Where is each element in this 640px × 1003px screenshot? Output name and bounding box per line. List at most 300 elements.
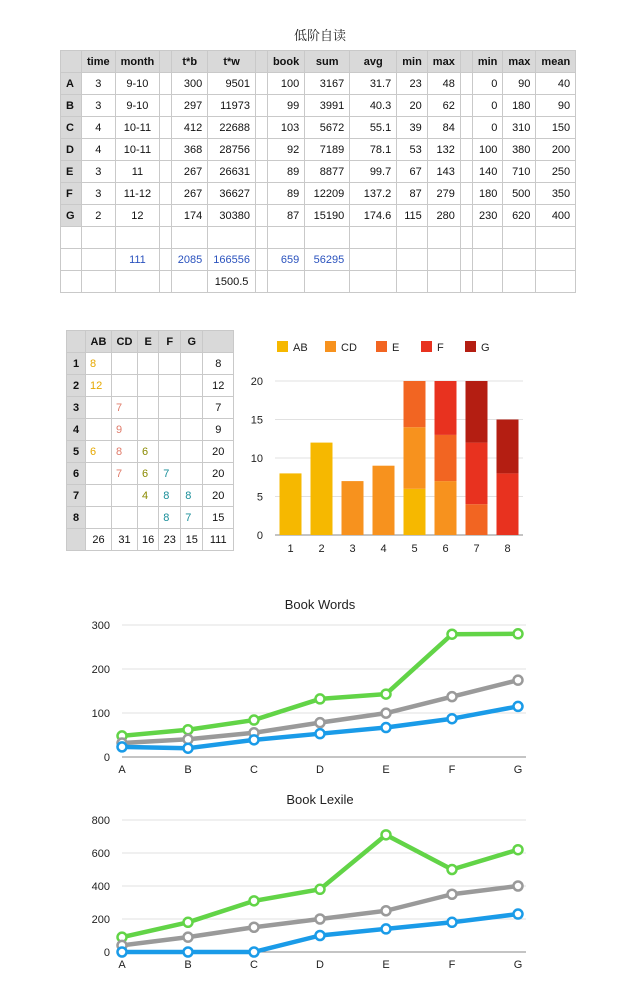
data-point [250, 896, 259, 905]
column-header: time [82, 51, 116, 73]
table-cell: 99 [267, 95, 304, 117]
table-cell [460, 271, 472, 293]
table-cell [115, 227, 160, 249]
table-cell: 8 [203, 353, 234, 375]
table-cell [460, 227, 472, 249]
table-cell: 100 [267, 73, 304, 95]
table-row [61, 249, 576, 271]
data-point [184, 725, 193, 734]
data-point [118, 742, 127, 751]
row-header: 3 [67, 397, 86, 419]
table-cell: 137.2 [350, 183, 397, 205]
x-tick-label: C [250, 764, 258, 776]
x-tick-label: 2 [318, 543, 325, 555]
table-cell [536, 227, 576, 249]
bar-segment [435, 381, 457, 435]
table-cell [86, 397, 112, 419]
data-point [184, 933, 193, 942]
x-tick-label: 8 [504, 543, 511, 555]
y-tick-label: 0 [103, 947, 110, 959]
table-cell [138, 375, 159, 397]
table-cell [208, 227, 256, 249]
y-tick-label: 100 [91, 708, 110, 720]
table-cell [159, 441, 181, 463]
table-cell [112, 353, 138, 375]
table-cell: 180 [503, 95, 536, 117]
table-cell [138, 353, 159, 375]
row-header [61, 271, 82, 293]
table-cell [86, 419, 112, 441]
column-header: F [159, 331, 181, 353]
table-row [61, 271, 576, 293]
data-point [316, 885, 325, 894]
table-cell [472, 227, 503, 249]
table-cell: 7189 [305, 139, 350, 161]
stacked-bar-chart [240, 330, 540, 555]
table-cell [115, 271, 160, 293]
row-header: 4 [67, 419, 86, 441]
y-tick-label: 200 [91, 664, 110, 676]
legend-label: AB [293, 342, 308, 354]
table-cell: 16 [138, 529, 159, 551]
table-cell: 0 [472, 95, 503, 117]
table-cell: 3 [82, 183, 116, 205]
table-cell: 5672 [305, 117, 350, 139]
data-point [250, 716, 259, 725]
table-cell: 15 [203, 507, 234, 529]
table-cell: 3 [82, 95, 116, 117]
bar-segment [497, 473, 519, 535]
table-cell [472, 271, 503, 293]
table-cell: 230 [472, 205, 503, 227]
table-row [67, 529, 234, 551]
table-cell [86, 507, 112, 529]
data-point [514, 910, 523, 919]
column-header: avg [350, 51, 397, 73]
table-cell [160, 95, 172, 117]
table-cell: 40 [536, 73, 576, 95]
table-cell: 400 [536, 205, 576, 227]
column-header: month [115, 51, 160, 73]
table-cell [536, 249, 576, 271]
data-point [382, 723, 391, 732]
data-point [514, 882, 523, 891]
table-cell [267, 271, 304, 293]
data-point [382, 690, 391, 699]
table-cell: 84 [427, 117, 460, 139]
table-cell [160, 205, 172, 227]
table-cell: 132 [427, 139, 460, 161]
table-cell [255, 117, 267, 139]
data-point [514, 629, 523, 638]
table-cell [159, 397, 181, 419]
x-tick-label: 7 [473, 543, 480, 555]
legend-swatch [465, 341, 476, 352]
table-cell: 11973 [208, 95, 256, 117]
table-row [61, 95, 576, 117]
x-tick-label: E [382, 959, 390, 971]
table-cell: 12209 [305, 183, 350, 205]
table-cell: 48 [427, 73, 460, 95]
table-cell: 9501 [208, 73, 256, 95]
table-row [67, 353, 234, 375]
column-header [67, 331, 86, 353]
data-point [184, 735, 193, 744]
table-cell: 659 [267, 249, 304, 271]
data-point [448, 918, 457, 927]
bar-segment [404, 381, 426, 427]
legend-swatch [421, 341, 432, 352]
table-cell: 20 [397, 95, 428, 117]
table-cell: 22688 [208, 117, 256, 139]
chart-title: Book Lexile [286, 792, 354, 807]
table-cell [160, 271, 172, 293]
column-header: t*w [208, 51, 256, 73]
bar-segment [342, 481, 364, 535]
table-cell: 1500.5 [208, 271, 256, 293]
table-cell: 143 [427, 161, 460, 183]
table-cell: 9 [112, 419, 138, 441]
table-cell: 78.1 [350, 139, 397, 161]
table-cell: 350 [536, 183, 576, 205]
x-tick-label: 5 [411, 543, 418, 555]
table-cell [460, 117, 472, 139]
x-tick-label: F [448, 959, 456, 971]
data-point [448, 714, 457, 723]
table-cell [536, 271, 576, 293]
table-cell: 9 [203, 419, 234, 441]
table-cell: 31 [112, 529, 138, 551]
table-cell [181, 397, 203, 419]
data-point [382, 830, 391, 839]
table-cell [160, 183, 172, 205]
table-cell [255, 161, 267, 183]
data-point [184, 948, 193, 957]
legend-label: CD [341, 342, 357, 354]
data-point [316, 931, 325, 940]
table-cell [82, 271, 116, 293]
table-cell [460, 161, 472, 183]
table-row [61, 205, 576, 227]
bar-segment [311, 443, 333, 535]
row-header: 5 [67, 441, 86, 463]
table-cell: 310 [503, 117, 536, 139]
table-row [61, 227, 576, 249]
table-cell: 7 [203, 397, 234, 419]
data-point [316, 915, 325, 924]
table-cell [427, 271, 460, 293]
page-title: 低阶自读 [293, 28, 346, 43]
column-header: G [181, 331, 203, 353]
table-cell [255, 205, 267, 227]
data-point [514, 845, 523, 854]
table-cell: 267 [172, 183, 208, 205]
row-header [61, 249, 82, 271]
bar-segment [404, 489, 426, 535]
table-cell [255, 183, 267, 205]
table-cell: 67 [397, 161, 428, 183]
column-header: min [472, 51, 503, 73]
table-cell [160, 249, 172, 271]
table-cell [172, 271, 208, 293]
table-cell [160, 161, 172, 183]
data-point [184, 744, 193, 753]
table-cell [82, 227, 116, 249]
table-cell: 8 [86, 353, 112, 375]
table-cell: 30380 [208, 205, 256, 227]
table-cell: 2 [82, 205, 116, 227]
table-cell: 15 [181, 529, 203, 551]
table-cell: 150 [536, 117, 576, 139]
x-tick-label: D [316, 959, 324, 971]
table-cell: 53 [397, 139, 428, 161]
x-tick-label: 3 [349, 543, 356, 555]
bar-segment [435, 435, 457, 481]
legend-label: F [437, 342, 444, 354]
x-tick-label: C [250, 959, 258, 971]
table-cell: 3991 [305, 95, 350, 117]
table-cell [472, 249, 503, 271]
table-cell [255, 227, 267, 249]
column-header: AB [86, 331, 112, 353]
book-words-line-chart [90, 592, 540, 782]
table-row [61, 73, 576, 95]
column-header: book [267, 51, 304, 73]
data-point [514, 676, 523, 685]
data-point [382, 924, 391, 933]
table-cell [160, 117, 172, 139]
table-cell [503, 227, 536, 249]
table-cell: 87 [267, 205, 304, 227]
table-cell: 174 [172, 205, 208, 227]
table-cell: 31.7 [350, 73, 397, 95]
table-cell: 100 [472, 139, 503, 161]
table-cell: 620 [503, 205, 536, 227]
table-cell: 8 [112, 441, 138, 463]
table-cell [159, 375, 181, 397]
column-header [255, 51, 267, 73]
table-row [67, 419, 234, 441]
table-cell: 26631 [208, 161, 256, 183]
table-cell [160, 73, 172, 95]
table-cell: 380 [503, 139, 536, 161]
table-cell: 92 [267, 139, 304, 161]
y-tick-label: 0 [103, 752, 110, 764]
column-header: t*b [172, 51, 208, 73]
table-cell: 20 [203, 441, 234, 463]
x-tick-label: 4 [380, 543, 387, 555]
column-header [160, 51, 172, 73]
table-cell [86, 485, 112, 507]
table-cell: 111 [203, 529, 234, 551]
table-row [61, 183, 576, 205]
table-cell [397, 227, 428, 249]
column-header: E [138, 331, 159, 353]
table-cell: 10-11 [115, 139, 160, 161]
table-cell: 174.6 [350, 205, 397, 227]
column-header [203, 331, 234, 353]
table-cell [160, 227, 172, 249]
x-tick-label: B [184, 959, 192, 971]
table-cell: 4 [138, 485, 159, 507]
table-cell: 297 [172, 95, 208, 117]
table-cell [350, 271, 397, 293]
table-cell [427, 249, 460, 271]
column-header [460, 51, 472, 73]
bar-segment [404, 427, 426, 489]
table-cell: 111 [115, 249, 160, 271]
table-cell [305, 227, 350, 249]
column-header: sum [305, 51, 350, 73]
data-point [448, 692, 457, 701]
y-tick-label: 0 [256, 530, 263, 542]
table-cell [255, 139, 267, 161]
table-cell: 0 [472, 117, 503, 139]
data-point [250, 923, 259, 932]
table-cell [172, 227, 208, 249]
table-cell: 39 [397, 117, 428, 139]
data-point [316, 694, 325, 703]
table-cell: 6 [86, 441, 112, 463]
table-cell: 9-10 [115, 73, 160, 95]
bar-segment [466, 443, 488, 505]
table-cell [181, 441, 203, 463]
chart-title: Book Words [284, 597, 356, 612]
row-header: 7 [67, 485, 86, 507]
row-header: F [61, 183, 82, 205]
table-cell [160, 139, 172, 161]
row-header: 8 [67, 507, 86, 529]
legend-swatch [325, 341, 336, 352]
table-cell [350, 227, 397, 249]
x-tick-label: 6 [442, 543, 449, 555]
table-cell [138, 397, 159, 419]
y-tick-label: 5 [256, 491, 263, 504]
table-cell: 267 [172, 161, 208, 183]
table-cell: 200 [536, 139, 576, 161]
column-header: max [427, 51, 460, 73]
table-cell: 28756 [208, 139, 256, 161]
table-cell: 500 [503, 183, 536, 205]
table-cell: 10-11 [115, 117, 160, 139]
column-header: mean [536, 51, 576, 73]
data-point [382, 906, 391, 915]
data-point [382, 709, 391, 718]
table-cell [138, 507, 159, 529]
data-point [316, 718, 325, 727]
table-cell: 300 [172, 73, 208, 95]
table-row [67, 463, 234, 485]
data-point [250, 735, 259, 744]
table-row [67, 397, 234, 419]
x-tick-label: E [382, 764, 390, 776]
table-cell [427, 227, 460, 249]
row-header: 1 [67, 353, 86, 375]
data-point [448, 630, 457, 639]
table-cell [397, 249, 428, 271]
table-cell: 56295 [305, 249, 350, 271]
y-tick-label: 15 [250, 414, 263, 427]
table-cell [255, 249, 267, 271]
table-cell [181, 375, 203, 397]
table-cell [460, 205, 472, 227]
x-tick-label: A [118, 764, 126, 776]
data-point [118, 948, 127, 957]
table-cell: 140 [472, 161, 503, 183]
table-cell: 103 [267, 117, 304, 139]
table-cell: 7 [112, 397, 138, 419]
table-cell [503, 271, 536, 293]
table-cell: 23 [159, 529, 181, 551]
table-cell: 3 [82, 73, 116, 95]
table-cell [255, 271, 267, 293]
table-cell [267, 227, 304, 249]
table-row [67, 507, 234, 529]
table-cell [181, 419, 203, 441]
table-cell [397, 271, 428, 293]
table-cell [181, 353, 203, 375]
table-cell: 20 [203, 485, 234, 507]
table-cell: 3167 [305, 73, 350, 95]
y-tick-label: 200 [91, 914, 110, 926]
legend-swatch [376, 341, 387, 352]
table-row [61, 139, 576, 161]
x-tick-label: G [513, 764, 523, 776]
data-point [184, 918, 193, 927]
table-cell: 368 [172, 139, 208, 161]
table-cell: 87 [397, 183, 428, 205]
table-row [67, 441, 234, 463]
table-cell: 710 [503, 161, 536, 183]
table-row [67, 375, 234, 397]
data-point [448, 865, 457, 874]
table-cell: 8 [181, 485, 203, 507]
table-cell: 280 [427, 205, 460, 227]
main-data-table [60, 50, 576, 293]
table-cell [305, 271, 350, 293]
x-tick-label: D [316, 764, 324, 776]
table-row [67, 485, 234, 507]
y-tick-label: 600 [91, 848, 110, 860]
table-cell [460, 183, 472, 205]
table-cell: 279 [427, 183, 460, 205]
table-cell [503, 249, 536, 271]
table-cell: 8 [159, 485, 181, 507]
data-point [316, 729, 325, 738]
table-cell: 90 [536, 95, 576, 117]
table-cell [159, 419, 181, 441]
table-cell: 55.1 [350, 117, 397, 139]
table-cell [112, 507, 138, 529]
table-cell [82, 249, 116, 271]
table-cell [460, 73, 472, 95]
table-cell: 0 [472, 73, 503, 95]
row-header [67, 529, 86, 551]
column-header: max [503, 51, 536, 73]
bar-segment [435, 481, 457, 535]
bar-segment [280, 473, 302, 535]
data-point [250, 948, 259, 957]
table-cell: 115 [397, 205, 428, 227]
column-header: CD [112, 331, 138, 353]
table-cell: 62 [427, 95, 460, 117]
table-cell [460, 95, 472, 117]
table-cell [86, 463, 112, 485]
table-cell: 12 [203, 375, 234, 397]
column-header: min [397, 51, 428, 73]
table-cell: 7 [112, 463, 138, 485]
table-cell: 2085 [172, 249, 208, 271]
